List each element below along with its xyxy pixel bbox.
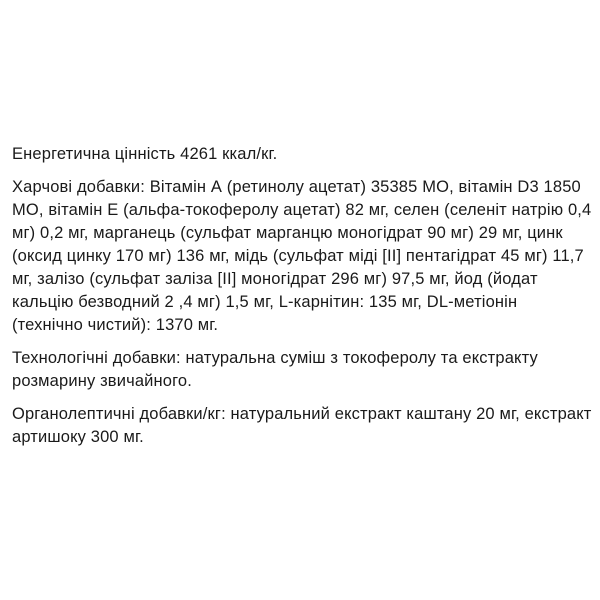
organoleptic-additives-paragraph: Органолептичні добавки/кг: натуральний екстракт каштану 20 мг, екстракт артишоку 300 мг.: [12, 405, 592, 446]
technological-additives-paragraph: Технологічні добавки: натуральна суміш з токоферолу та екстракту розмарину звичайного.: [12, 349, 538, 390]
nutritional-additives-paragraph: Харчові добавки: Вітамін А (ретинолу ацетат) 35385 МО, вітамін D3 1850 МО, вітамін Е (альфа-токоферолу ацетат) 82 мг, селен (селеніт натрію 0,4 мг) 0,2 мг, марганець (сульфат марганцю моногідрат 90 мг) 29 мг, цинк (оксид цинку 170 мг) 136 мг, мідь (сульфат міді [II] пентагідрат 45 мг) 11,7 мг, залізо (сульфат заліза [II] моногідрат 296 мг) 97,5 мг, йод (йодат кальцію безводний 2 ,4 мг) 1,5 мг, L-карнітин: 135 мг, DL-метіонін (технічно чистий): 1370 мг.: [12, 178, 592, 334]
energy-value-paragraph: Енергетична цінність 4261 ккал/кг.: [12, 145, 278, 163]
product-composition-text: [12, 143, 592, 459]
